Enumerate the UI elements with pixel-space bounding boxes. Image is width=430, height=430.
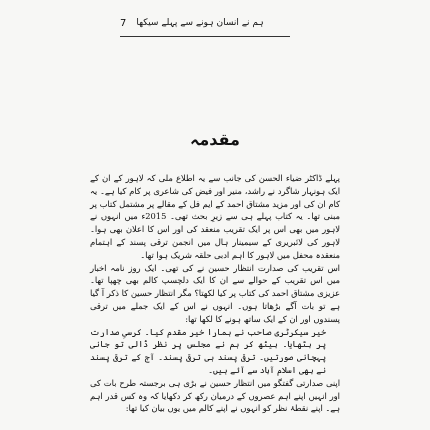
paragraph: اپنی صدارتی گفتگو میں انتظار حسین نے بڑی ہی برجستہ طرح بات کی اور انہیں اپنے اہم عصروں کے درمیان رکھ کر دکھایا کہ وہ کس قدر اہم ہے۔ اپنے نقطۂ نظر کو انہوں نے اپنے کالم میں یوں بیان کیا تھا: [90, 377, 340, 414]
running-header-title: ہم نے انسان ہونے سے پہلے سیکھا [136, 18, 264, 28]
paragraph: اس تقریب کی صدارت انتظار حسین نے کی تھی۔ ایک روز نامہ اخبار میں اس تقریب کے حوالے سے ان کا ایک دلچسپ کالم بھی چھپا تھا۔ عزیزی مشتاق احمد کی کتاب پر کیا لکھتا؟ مگر انتظار حسین کا ذکر آ گیا ہے تو بات آگے بڑھاتا ہوں۔ انہوں نے اس کے ایک جملے میں ترقی پسندوں اور ان کے ایک ساتھ ہونے کا لکھا تھا: [90, 262, 340, 324]
page-number: 7 [120, 18, 127, 29]
paragraph: پہلے ڈاکٹر ضیاء الحسن کی جانب سے یہ اطلاع ملی کہ لاہور کے ان کے ایک ہونہار شاگرد نے راشد، منیر اور فیض کی شاعری پر کام کیا ہے۔ یہ کام ان کی اور مزید مشتاق احمد کے ایم فل کے مقالے پر مشتمل کتاب پر مبنی تھا۔ یہ کتاب پہلے ہی سے زیرِ بحث تھی۔ 2015ء میں انہوں نے لاہور میں بھی اس پر ایک تقریب منعقد کی اور اس کا اعلان بھی ہوا۔ لاہور کی لائبریری کے سیمینار ہال میں انجمن ترقی پسند کے اہتمام منعقدہ محفل میں لاہور کا اہم ادبی حلقہ شریک ہوا تھا۔ [90, 173, 340, 260]
body-text [90, 172, 340, 415]
quotation: خیر سیکرٹری صاحب نے ہمارا خیر مقدم کیا۔ کرسیِ صدارت پر بٹھایا۔ بیٹھ کر ہم نے مجلس پر نظر ڈالی تو جانی پہچانی صورتیں۔ ترقی پسند ہی ترقی پسند۔ آج کے ترقی پسند نے بھی اسلام آباد سے آئے ہیں۔ [90, 326, 326, 375]
header-rule [120, 36, 290, 37]
chapter-heading: مقدمہ [190, 130, 240, 149]
